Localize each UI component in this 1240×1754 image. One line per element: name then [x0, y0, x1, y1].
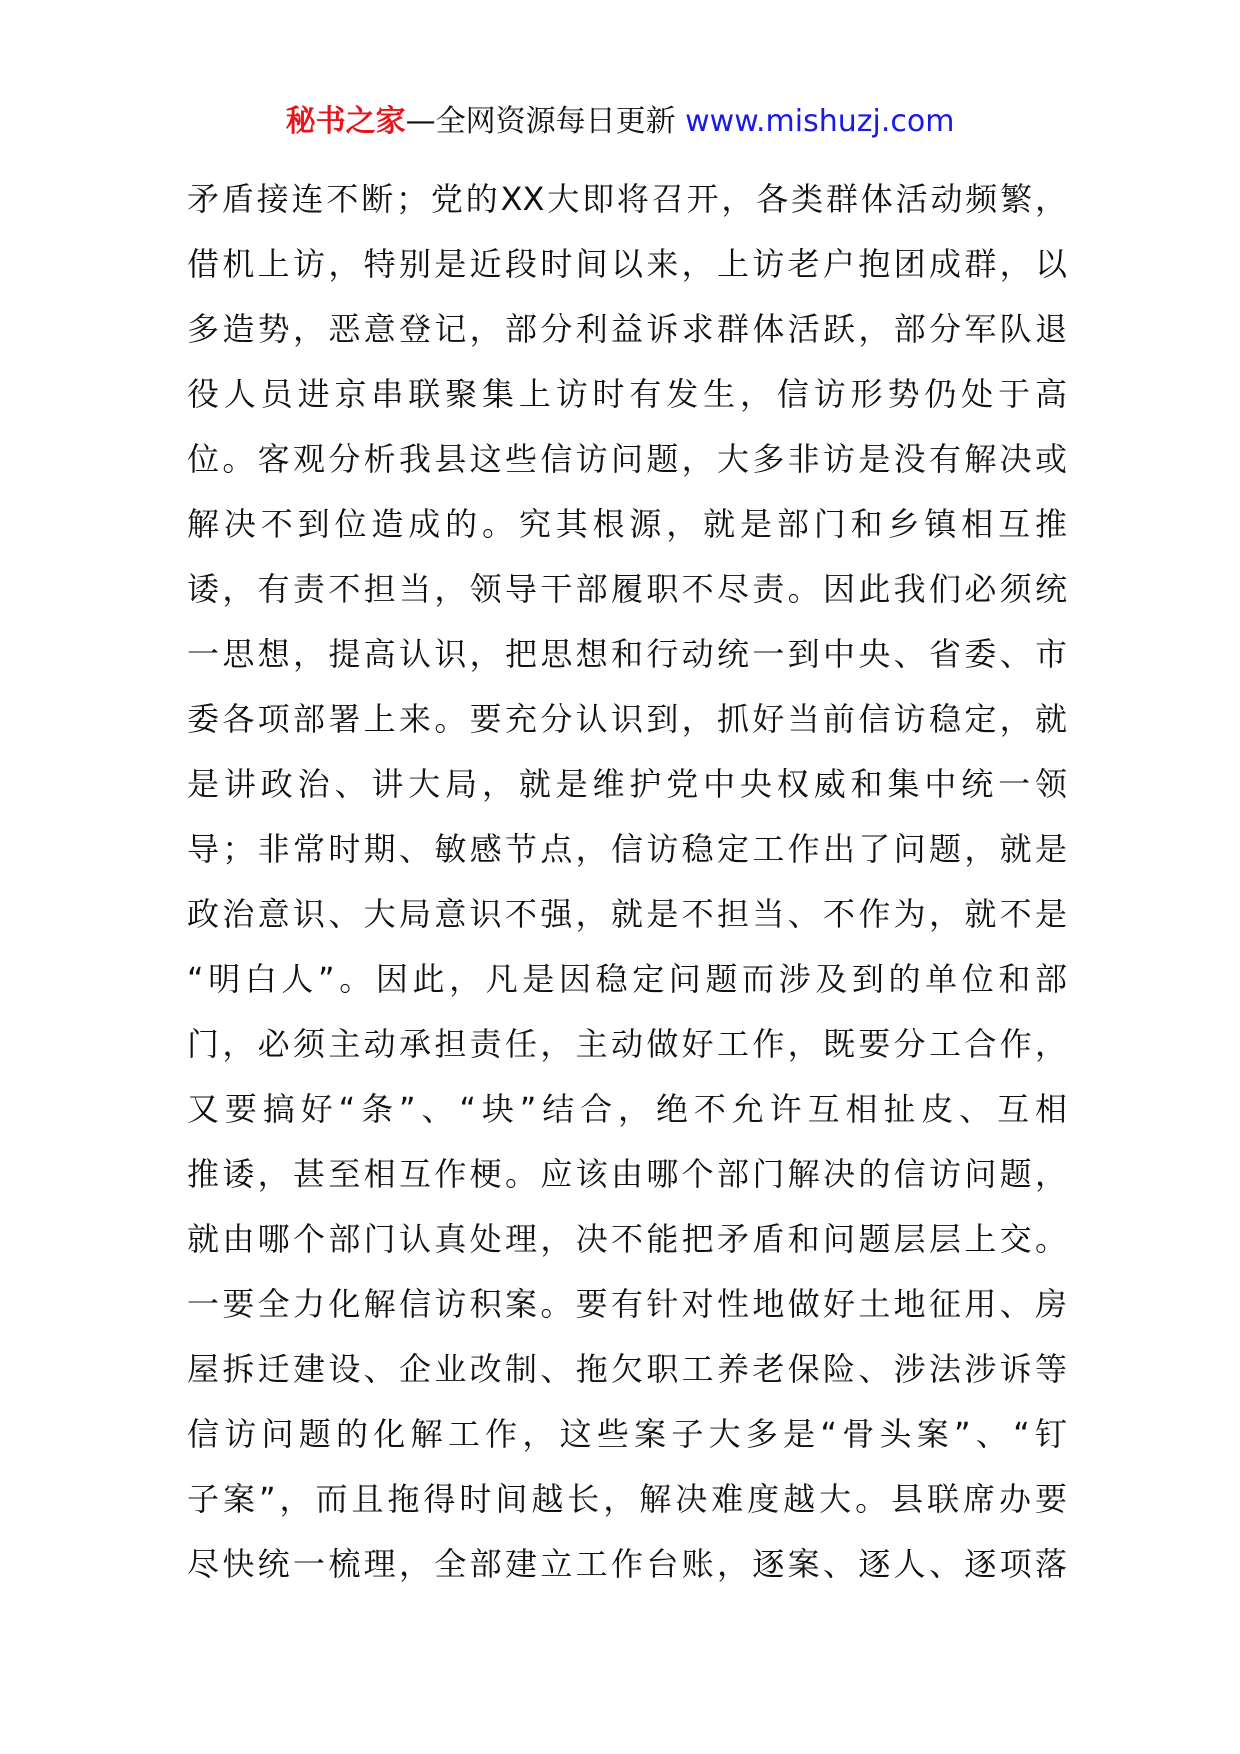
document-body: [187, 167, 1067, 1597]
text-line: 又要搞好“条”、“块”结合，绝不允许互相扯皮、互相: [187, 1090, 1067, 1128]
text-line: 信访问题的化解工作，这些案子大多是“骨头案”、“钉: [187, 1415, 1067, 1453]
text-line: 借机上访，特别是近段时间以来，上访老户抱团成群，以: [187, 245, 1067, 283]
text-line: 多造势，恶意登记，部分利益诉求群体活跃，部分军队退: [187, 310, 1067, 348]
text-line: 推诿，甚至相互作梗。应该由哪个部门解决的信访问题，: [187, 1155, 1067, 1193]
text-line: 屋拆迁建设、企业改制、拖欠职工养老保险、涉法涉诉等: [187, 1350, 1067, 1388]
text-line: 一思想，提高认识，把思想和行动统一到中央、省委、市: [187, 635, 1067, 673]
text-line: 子案”，而且拖得时间越长，解决难度越大。县联席办要: [187, 1480, 1067, 1518]
text-line: 解决不到位造成的。究其根源，就是部门和乡镇相互推: [187, 505, 1067, 543]
text-line: 政治意识、大局意识不强，就是不担当、不作为，就不是: [187, 895, 1067, 933]
page-header: [0, 102, 1240, 142]
text-line: 尽快统一梳理，全部建立工作台账，逐案、逐人、逐项落: [187, 1545, 1067, 1583]
text-line: 就由哪个部门认真处理，决不能把矛盾和问题层层上交。: [187, 1220, 1067, 1258]
text-line: 是讲政治、讲大局，就是维护党中央权威和集中统一领: [187, 765, 1067, 803]
header-tagline: —全网资源每日更新: [405, 104, 676, 139]
text-line: 委各项部署上来。要充分认识到，抓好当前信访稳定，就: [187, 700, 1067, 738]
text-line: 门，必须主动承担责任，主动做好工作，既要分工合作，: [187, 1025, 1067, 1063]
text-line: 矛盾接连不断；党的XX大即将召开，各类群体活动频繁，: [187, 180, 1067, 218]
text-line: 位。客观分析我县这些信访问题，大多非访是没有解决或: [187, 440, 1067, 478]
text-line: 一要全力化解信访积案。要有针对性地做好土地征用、房: [187, 1285, 1067, 1323]
brand-name: 秘书之家: [285, 104, 406, 139]
text-line: 役人员进京串联聚集上访时有发生，信访形势仍处于高: [187, 375, 1067, 413]
site-url-link[interactable]: www.mishuzj.com: [685, 104, 955, 139]
text-line: “明白人”。因此，凡是因稳定问题而涉及到的单位和部: [187, 960, 1067, 998]
text-line: 诿，有责不担当，领导干部履职不尽责。因此我们必须统: [187, 570, 1067, 608]
text-line: 导；非常时期、敏感节点，信访稳定工作出了问题，就是: [187, 830, 1067, 868]
